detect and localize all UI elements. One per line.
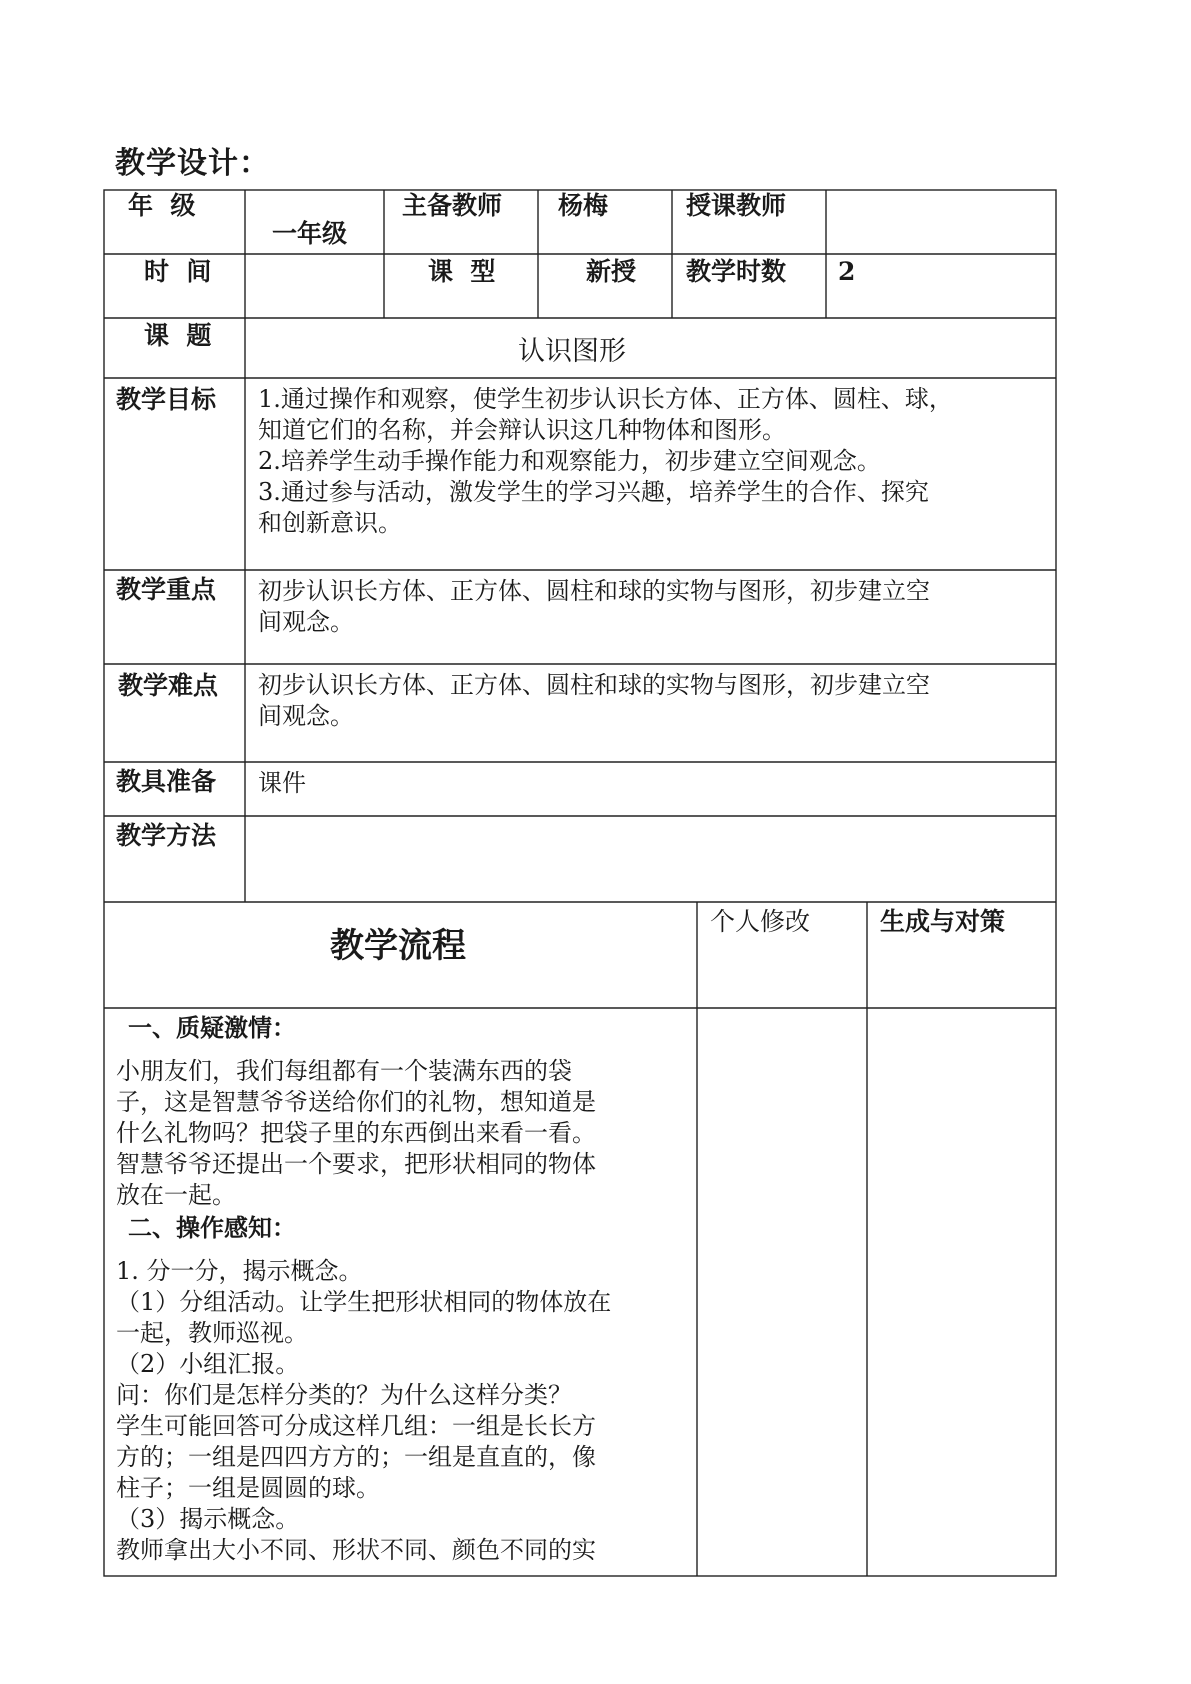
section1-heading: 一、质疑激情： <box>128 1013 296 1042</box>
difficulty-line: 初步认识长方体、正方体、圆柱和球的实物与图形，初步建立空 <box>258 671 930 699</box>
key-points-text <box>258 576 930 638</box>
topic-label: 课 题 <box>144 321 212 350</box>
section2-line: 问：你们是怎样分类的？为什么这样分类？ <box>116 1381 572 1409</box>
section1-text <box>116 1056 596 1211</box>
section2-line: （3）揭示概念。 <box>116 1505 300 1533</box>
section1-line: 什么礼物吗？把袋子里的东西倒出来看一看。 <box>116 1119 596 1147</box>
tools-value: 课件 <box>258 769 306 797</box>
flow-header-strategy: 生成与对策 <box>880 907 1006 936</box>
lead-teacher-value: 杨梅 <box>558 191 609 220</box>
section2-heading: 二、操作感知： <box>128 1213 296 1242</box>
topic-value: 认识图形 <box>518 336 626 367</box>
difficulty-line: 间观念。 <box>258 702 354 730</box>
hours-label: 教学时数 <box>686 257 787 286</box>
flow-header-personal-edit: 个人修改 <box>710 907 811 936</box>
section1-line: 智慧爷爷还提出一个要求，把形状相同的物体 <box>116 1150 596 1178</box>
hours-value: 2 <box>838 257 856 286</box>
difficulties-label: 教学难点 <box>118 671 219 700</box>
lesson-type-value: 新授 <box>586 257 637 286</box>
section1-line: 小朋友们，我们每组都有一个装满东西的袋 <box>116 1057 572 1085</box>
tools-label: 教具准备 <box>116 767 217 796</box>
objectives-text <box>258 384 953 539</box>
section2-line: 方的；一组是四四方方的；一组是直直的，像 <box>116 1443 596 1471</box>
objective-line: 和创新意识。 <box>258 509 402 537</box>
objective-line: 3.通过参与活动，激发学生的学习兴趣，培养学生的合作、探究 <box>258 478 929 506</box>
lesson-type-label: 课 型 <box>428 257 496 286</box>
section2-line: 教师拿出大小不同、形状不同、颜色不同的实 <box>116 1536 596 1564</box>
key-point-line: 间观念。 <box>258 608 354 636</box>
methods-label: 教学方法 <box>116 821 217 850</box>
difficulties-text <box>258 670 930 732</box>
section2-line: 1. 分一分，揭示概念。 <box>116 1257 363 1285</box>
teaching-teacher-label: 授课教师 <box>686 191 787 220</box>
objective-line: 知道它们的名称，并会辩认识这几种物体和图形。 <box>258 416 786 444</box>
section2-line: （1）分组活动。让学生把形状相同的物体放在 <box>116 1288 612 1316</box>
section2-text <box>116 1256 611 1566</box>
key-points-label: 教学重点 <box>116 575 217 604</box>
section2-line: 一起，教师巡视。 <box>116 1319 308 1347</box>
lead-teacher-label: 主备教师 <box>402 191 503 220</box>
objectives-label: 教学目标 <box>116 385 217 414</box>
objective-line: 1.通过操作和观察，使学生初步认识长方体、正方体、圆柱、球， <box>258 385 953 413</box>
grade-value: 一年级 <box>272 219 348 248</box>
section2-line: （2）小组汇报。 <box>116 1350 300 1378</box>
page-title: 教学设计： <box>115 146 270 181</box>
flow-header-process: 教学流程 <box>330 926 466 966</box>
section2-line: 学生可能回答可分成这样几组：一组是长长方 <box>116 1412 596 1440</box>
key-point-line: 初步认识长方体、正方体、圆柱和球的实物与图形，初步建立空 <box>258 577 930 605</box>
section1-line: 子，这是智慧爷爷送给你们的礼物，想知道是 <box>116 1088 596 1116</box>
section1-line: 放在一起。 <box>116 1181 236 1209</box>
grade-label: 年 级 <box>128 191 196 220</box>
time-label: 时 间 <box>144 257 212 286</box>
section2-line: 柱子；一组是圆圆的球。 <box>116 1474 380 1502</box>
objective-line: 2.培养学生动手操作能力和观察能力，初步建立空间观念。 <box>258 447 881 475</box>
